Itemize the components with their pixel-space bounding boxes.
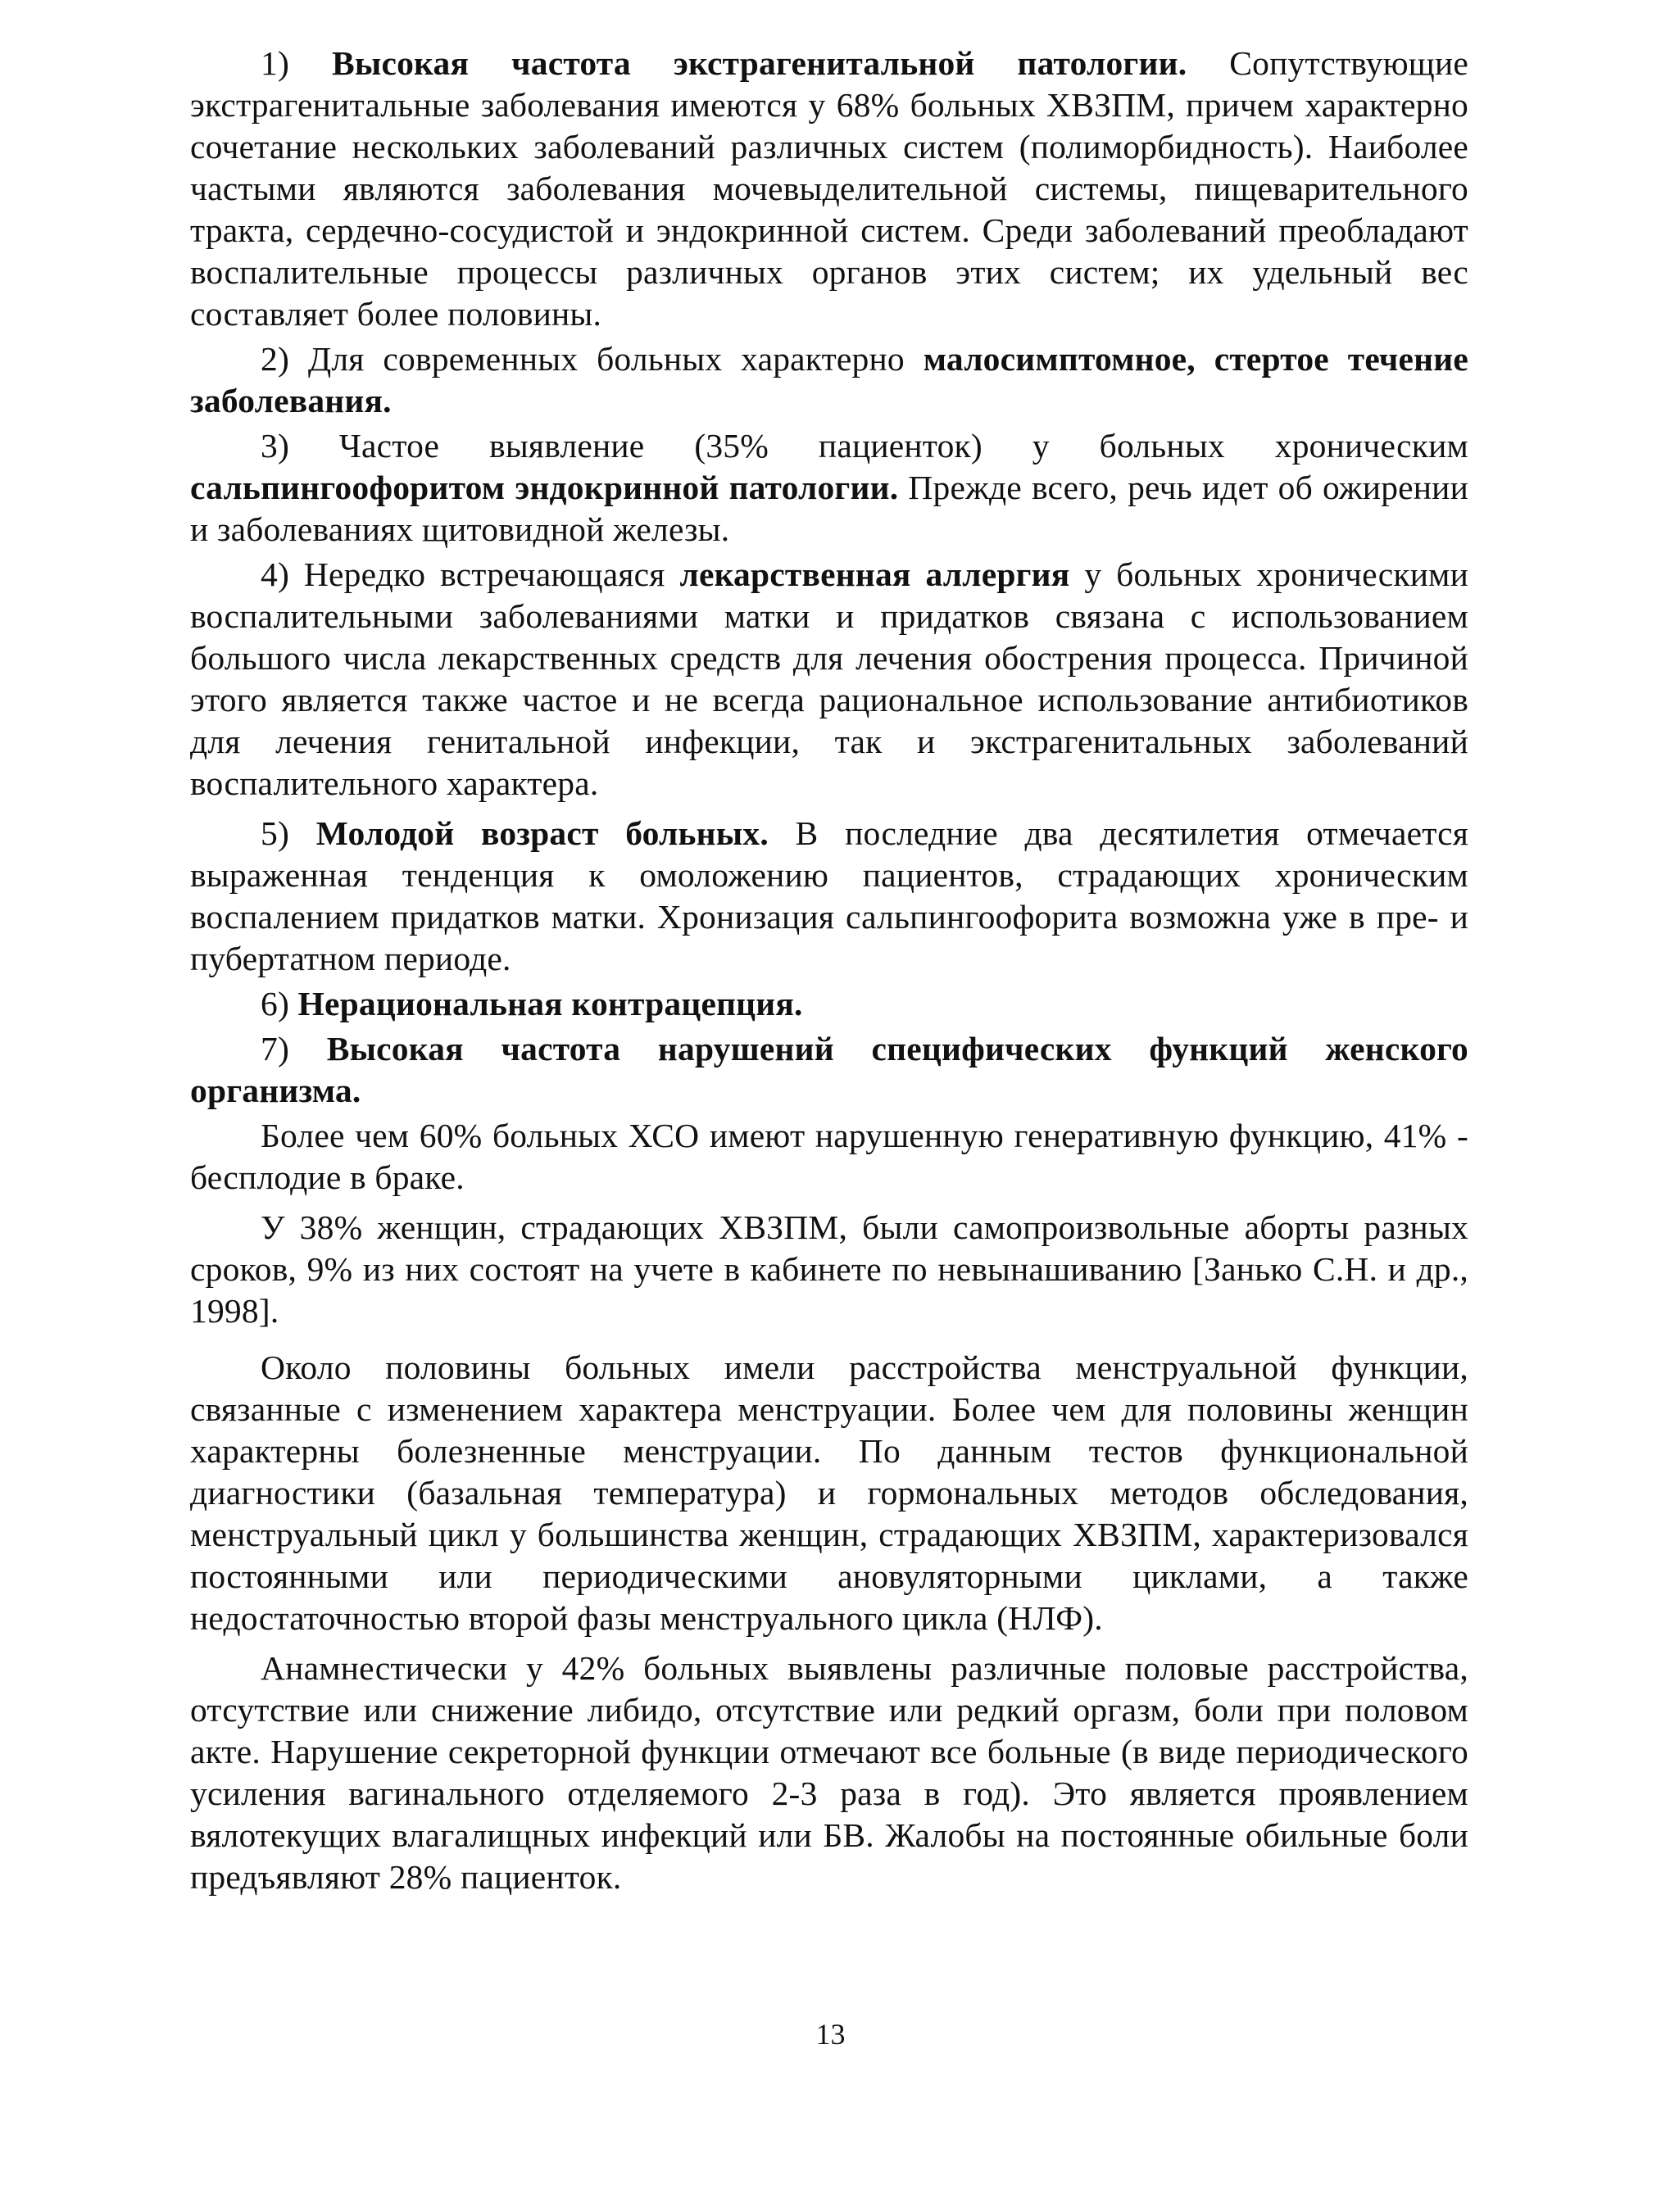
paragraph-8-lead: Более чем 60% больных ХСО имеют нарушенную генеративную функцию, 41% - бесплодие в браке. (190, 1117, 1468, 1196)
paragraph-6-bold: Нерациональная контрацепция. (297, 985, 803, 1022)
paragraph-3-lead: 3) Частое выявление (35% пациенток) у больных хроническим (261, 427, 1468, 465)
paragraph-6 (190, 983, 1468, 1025)
paragraph-6-lead: 6) (261, 985, 298, 1022)
paragraph-5-bold: Молодой возраст больных. (315, 814, 769, 852)
paragraph-10-lead: Около половины больных имели расстройства менструальной функции, связанные с изменением характера менструации. Более чем для половины женщин характерны болезненные менструации. По данным тестов функциональной диагностики (базальная температура) и гормональных методов обследования, менструальный цикл у большинства женщин, страдающих ХВЗПМ, характеризовался постоянными или периодическими ановуляторными циклами, а также недостаточностью второй фазы менструального цикла (НЛФ). (190, 1349, 1468, 1637)
paragraph-4-bold: лекарственная аллергия (679, 555, 1070, 593)
document-body (190, 43, 1468, 1902)
paragraph-5-rest: В последние два десятилетия отмечается выраженная тенденция к омоложению пациентов, страдающих хроническим воспалением придатков матки. Хронизация сальпингоофорита возможна уже в пре- и пубертатном периоде. (190, 814, 1468, 977)
paragraph-4-rest: у больных хроническими воспалительными заболеваниями матки и придатков связана с использованием большого числа лекарственных средств для лечения обострения процесса. Причиной этого является также частое и не всегда рациональное использование антибиотиков для лечения генитальной инфекции, так и экстрагенитальных заболеваний воспалительного характера. (190, 555, 1468, 802)
paragraph-2-bold: малосимптомное, стертое течение заболевания. (190, 340, 1468, 419)
paragraph-7-bold: Высокая частота нарушений специфических функций женского организма. (190, 1030, 1469, 1109)
paragraph-4-lead: 4) Нередко встречающаяся (261, 555, 680, 593)
paragraph-1-rest: Сопутствующие экстрагенитальные заболевания имеются у 68% больных ХВЗПМ, причем характерно сочетание нескольких заболеваний различных систем (полиморбидность). Наиболее частыми являются заболевания мочевыделительной системы, пищеварительного тракта, сердечно-сосудистой и эндокринной систем. Среди заболеваний преобладают воспалительные процессы различных органов этих систем; их удельный вес составляет более половины. (190, 44, 1468, 333)
page-number: 13 (815, 2018, 846, 2051)
paragraph-1-lead: 1) (261, 44, 332, 82)
paragraph-11 (190, 1648, 1468, 1898)
paragraph-7 (190, 1028, 1468, 1112)
paragraph-10 (190, 1347, 1468, 1639)
paragraph-11-lead: Анамнестически у 42% больных выявлены различные половые расстройства, отсутствие или снижение либидо, отсутствие или редкий оргазм, боли при половом акте. Нарушение секреторной функции отмечают все больные (в виде периодического усиления вагинального отделяемого 2-3 раза в год). Это является проявлением вялотекущих влагалищных инфекций или БВ. Жалобы на постоянные обильные боли предъявляют 28% пациенток. (190, 1649, 1468, 1896)
paragraph-4 (190, 554, 1468, 805)
paragraph-3 (190, 425, 1468, 551)
paragraph-9 (190, 1207, 1468, 1332)
paragraph-3-bold: сальпингоофоритом эндокринной патологии. (190, 469, 899, 506)
paragraph-9-lead: У 38% женщин, страдающих ХВЗПМ, были самопроизвольные аборты разных сроков, 9% из них состоят на учете в кабинете по невынашиванию [Занько С.Н. и др., 1998]. (190, 1208, 1468, 1330)
paragraph-3-rest: Прежде всего, речь идет об ожирении и заболеваниях щитовидной железы. (190, 469, 1468, 548)
paragraph-2 (190, 338, 1468, 422)
paragraph-7-lead: 7) (261, 1030, 327, 1067)
paragraph-1 (190, 43, 1468, 335)
paragraph-8 (190, 1115, 1468, 1199)
paragraph-1-bold: Высокая частота экстрагенитальной патологии. (332, 44, 1187, 82)
paragraph-5-lead: 5) (261, 814, 316, 852)
paragraph-5 (190, 813, 1468, 980)
paragraph-2-lead: 2) Для современных больных характерно (261, 340, 924, 378)
